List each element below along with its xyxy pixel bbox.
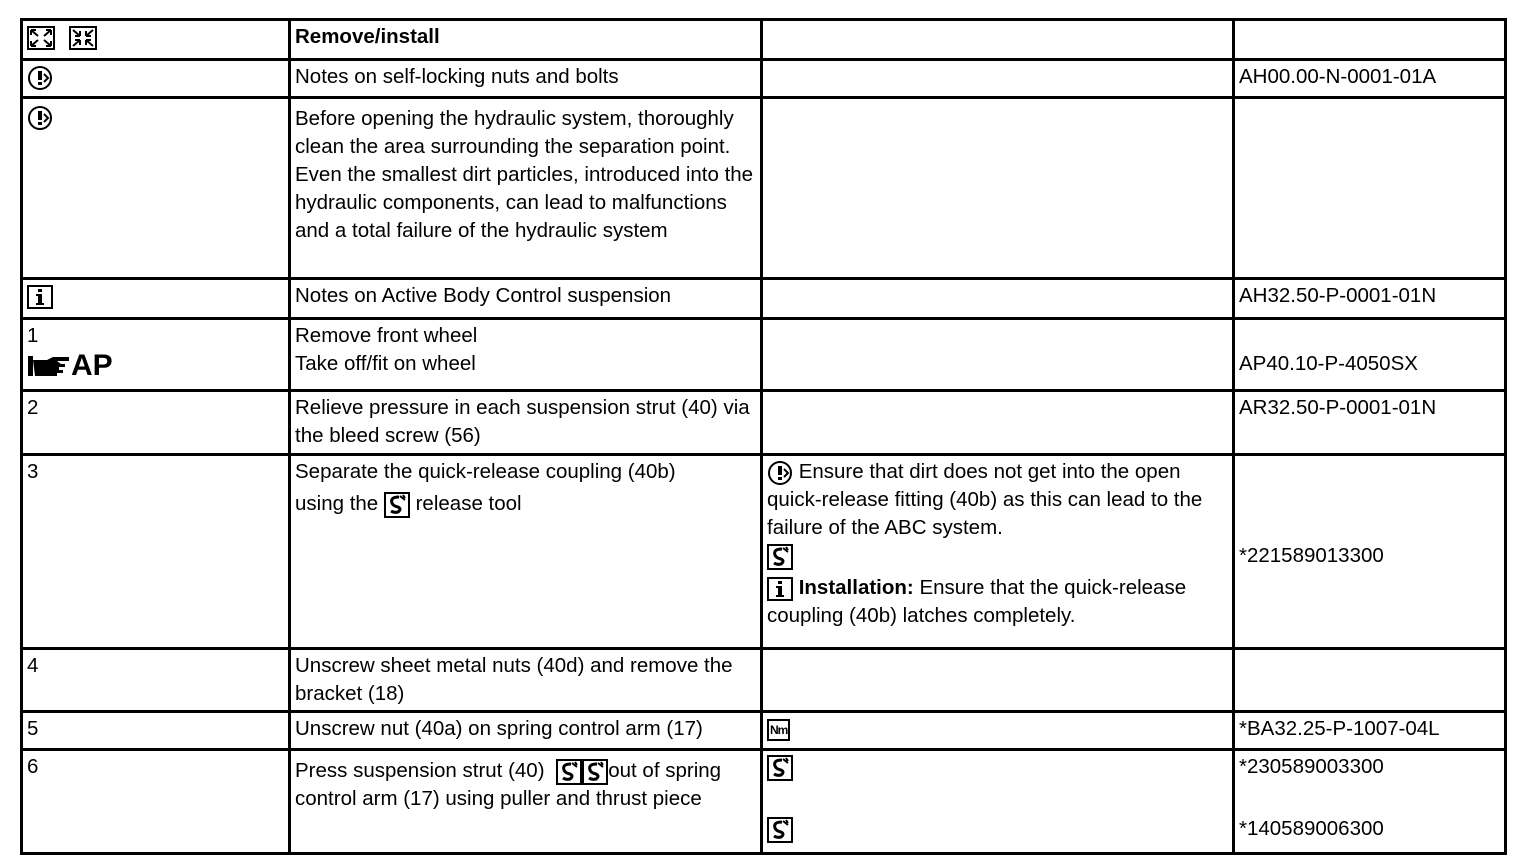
table-row	[22, 649, 1506, 712]
note-cell	[762, 319, 1234, 391]
ref-link[interactable]: *140589006300	[1239, 817, 1384, 840]
table-row	[22, 712, 1506, 750]
procedure-table	[20, 18, 1507, 855]
table-row	[22, 98, 1506, 279]
ref-cell	[1234, 649, 1506, 712]
step-text: Relieve pressure in each suspension strut (40) via the bleed screw (56)	[290, 391, 762, 455]
info-icon	[27, 285, 53, 309]
torque-icon: Nm	[767, 719, 790, 741]
warning-note: Ensure that dirt does not get into the open quick-release fitting (40b) as this can lead to the failure of the ABC system.	[767, 460, 1203, 539]
step-text: Notes on self-locking nuts and bolts	[290, 60, 762, 98]
ref-link[interactable]: *221589013300	[1239, 544, 1384, 567]
ref-cell	[1234, 20, 1506, 60]
ap-label: AP	[71, 349, 113, 382]
table-row	[22, 279, 1506, 319]
ref-link[interactable]: AH32.50-P-0001-01N	[1234, 279, 1506, 319]
ref-cell	[1234, 455, 1506, 649]
note-cell	[762, 750, 1234, 854]
step-text: Press suspension strut (40) out of spring control arm (17) using puller and thrust piece	[290, 750, 762, 854]
step-cell	[22, 20, 290, 60]
hand-pointer-icon	[27, 352, 71, 380]
step-text: Unscrew nut (40a) on spring control arm (17)	[290, 712, 762, 750]
special-tool-icon	[582, 759, 608, 785]
installation-note: Ensure that the quick-release coupling (40b) latches completely.	[767, 576, 1187, 627]
expand-arrows-icon	[27, 26, 55, 50]
special-tool-icon	[384, 492, 410, 518]
note-cell	[762, 391, 1234, 455]
step-number: 3	[22, 455, 290, 649]
header-title: Remove/install	[290, 20, 762, 60]
table-row	[22, 319, 1506, 391]
note-cell	[762, 712, 1234, 750]
ref-cell	[1234, 319, 1506, 391]
note-cell	[762, 20, 1234, 60]
step-number: 6	[22, 750, 290, 854]
step-cell	[22, 60, 290, 98]
note-cell	[762, 649, 1234, 712]
step-text: Remove front wheel Take off/fit on wheel	[290, 319, 762, 391]
special-tool-icon	[767, 755, 793, 781]
note-cell	[762, 60, 1234, 98]
warning-circle-icon	[27, 105, 53, 131]
ref-link[interactable]: *230589003300	[1239, 755, 1384, 778]
ref-cell	[1234, 98, 1506, 279]
table-row	[22, 750, 1506, 854]
step-number: 1	[27, 324, 39, 347]
note-cell	[762, 279, 1234, 319]
table-row	[22, 391, 1506, 455]
table-row	[22, 60, 1506, 98]
step-cell	[22, 319, 290, 391]
special-tool-icon	[556, 759, 582, 785]
note-cell	[762, 455, 1234, 649]
step-number: 5	[22, 712, 290, 750]
collapse-arrows-icon	[69, 26, 97, 50]
installation-label: Installation:	[798, 576, 914, 599]
info-icon	[767, 577, 793, 601]
ref-cell	[1234, 750, 1506, 854]
step-number: 2	[22, 391, 290, 455]
warning-circle-icon	[27, 65, 53, 91]
step-cell	[22, 279, 290, 319]
table-row	[22, 20, 1506, 60]
step-text: Before opening the hydraulic system, thoroughly clean the area surrounding the separation point. Even the smallest dirt particles, introduced into the hydraulic components, can lead to malfunctions and a total failure of the hydraulic system	[290, 98, 762, 279]
warning-circle-icon	[767, 460, 793, 486]
special-tool-icon	[767, 817, 793, 843]
step-number: 4	[22, 649, 290, 712]
step-cell	[22, 98, 290, 279]
step-text: Notes on Active Body Control suspension	[290, 279, 762, 319]
ref-link[interactable]: AR32.50-P-0001-01N	[1234, 391, 1506, 455]
note-cell	[762, 98, 1234, 279]
special-tool-icon	[767, 544, 793, 570]
step-text: Separate the quick-release coupling (40b) using the release tool	[290, 455, 762, 649]
step-text: Unscrew sheet metal nuts (40d) and remove the bracket (18)	[290, 649, 762, 712]
ref-link[interactable]: *BA32.25-P-1007-04L	[1234, 712, 1506, 750]
table-row	[22, 455, 1506, 649]
ref-link[interactable]: AH00.00-N-0001-01A	[1234, 60, 1506, 98]
ref-link[interactable]: AP40.10-P-4050SX	[1239, 352, 1418, 375]
